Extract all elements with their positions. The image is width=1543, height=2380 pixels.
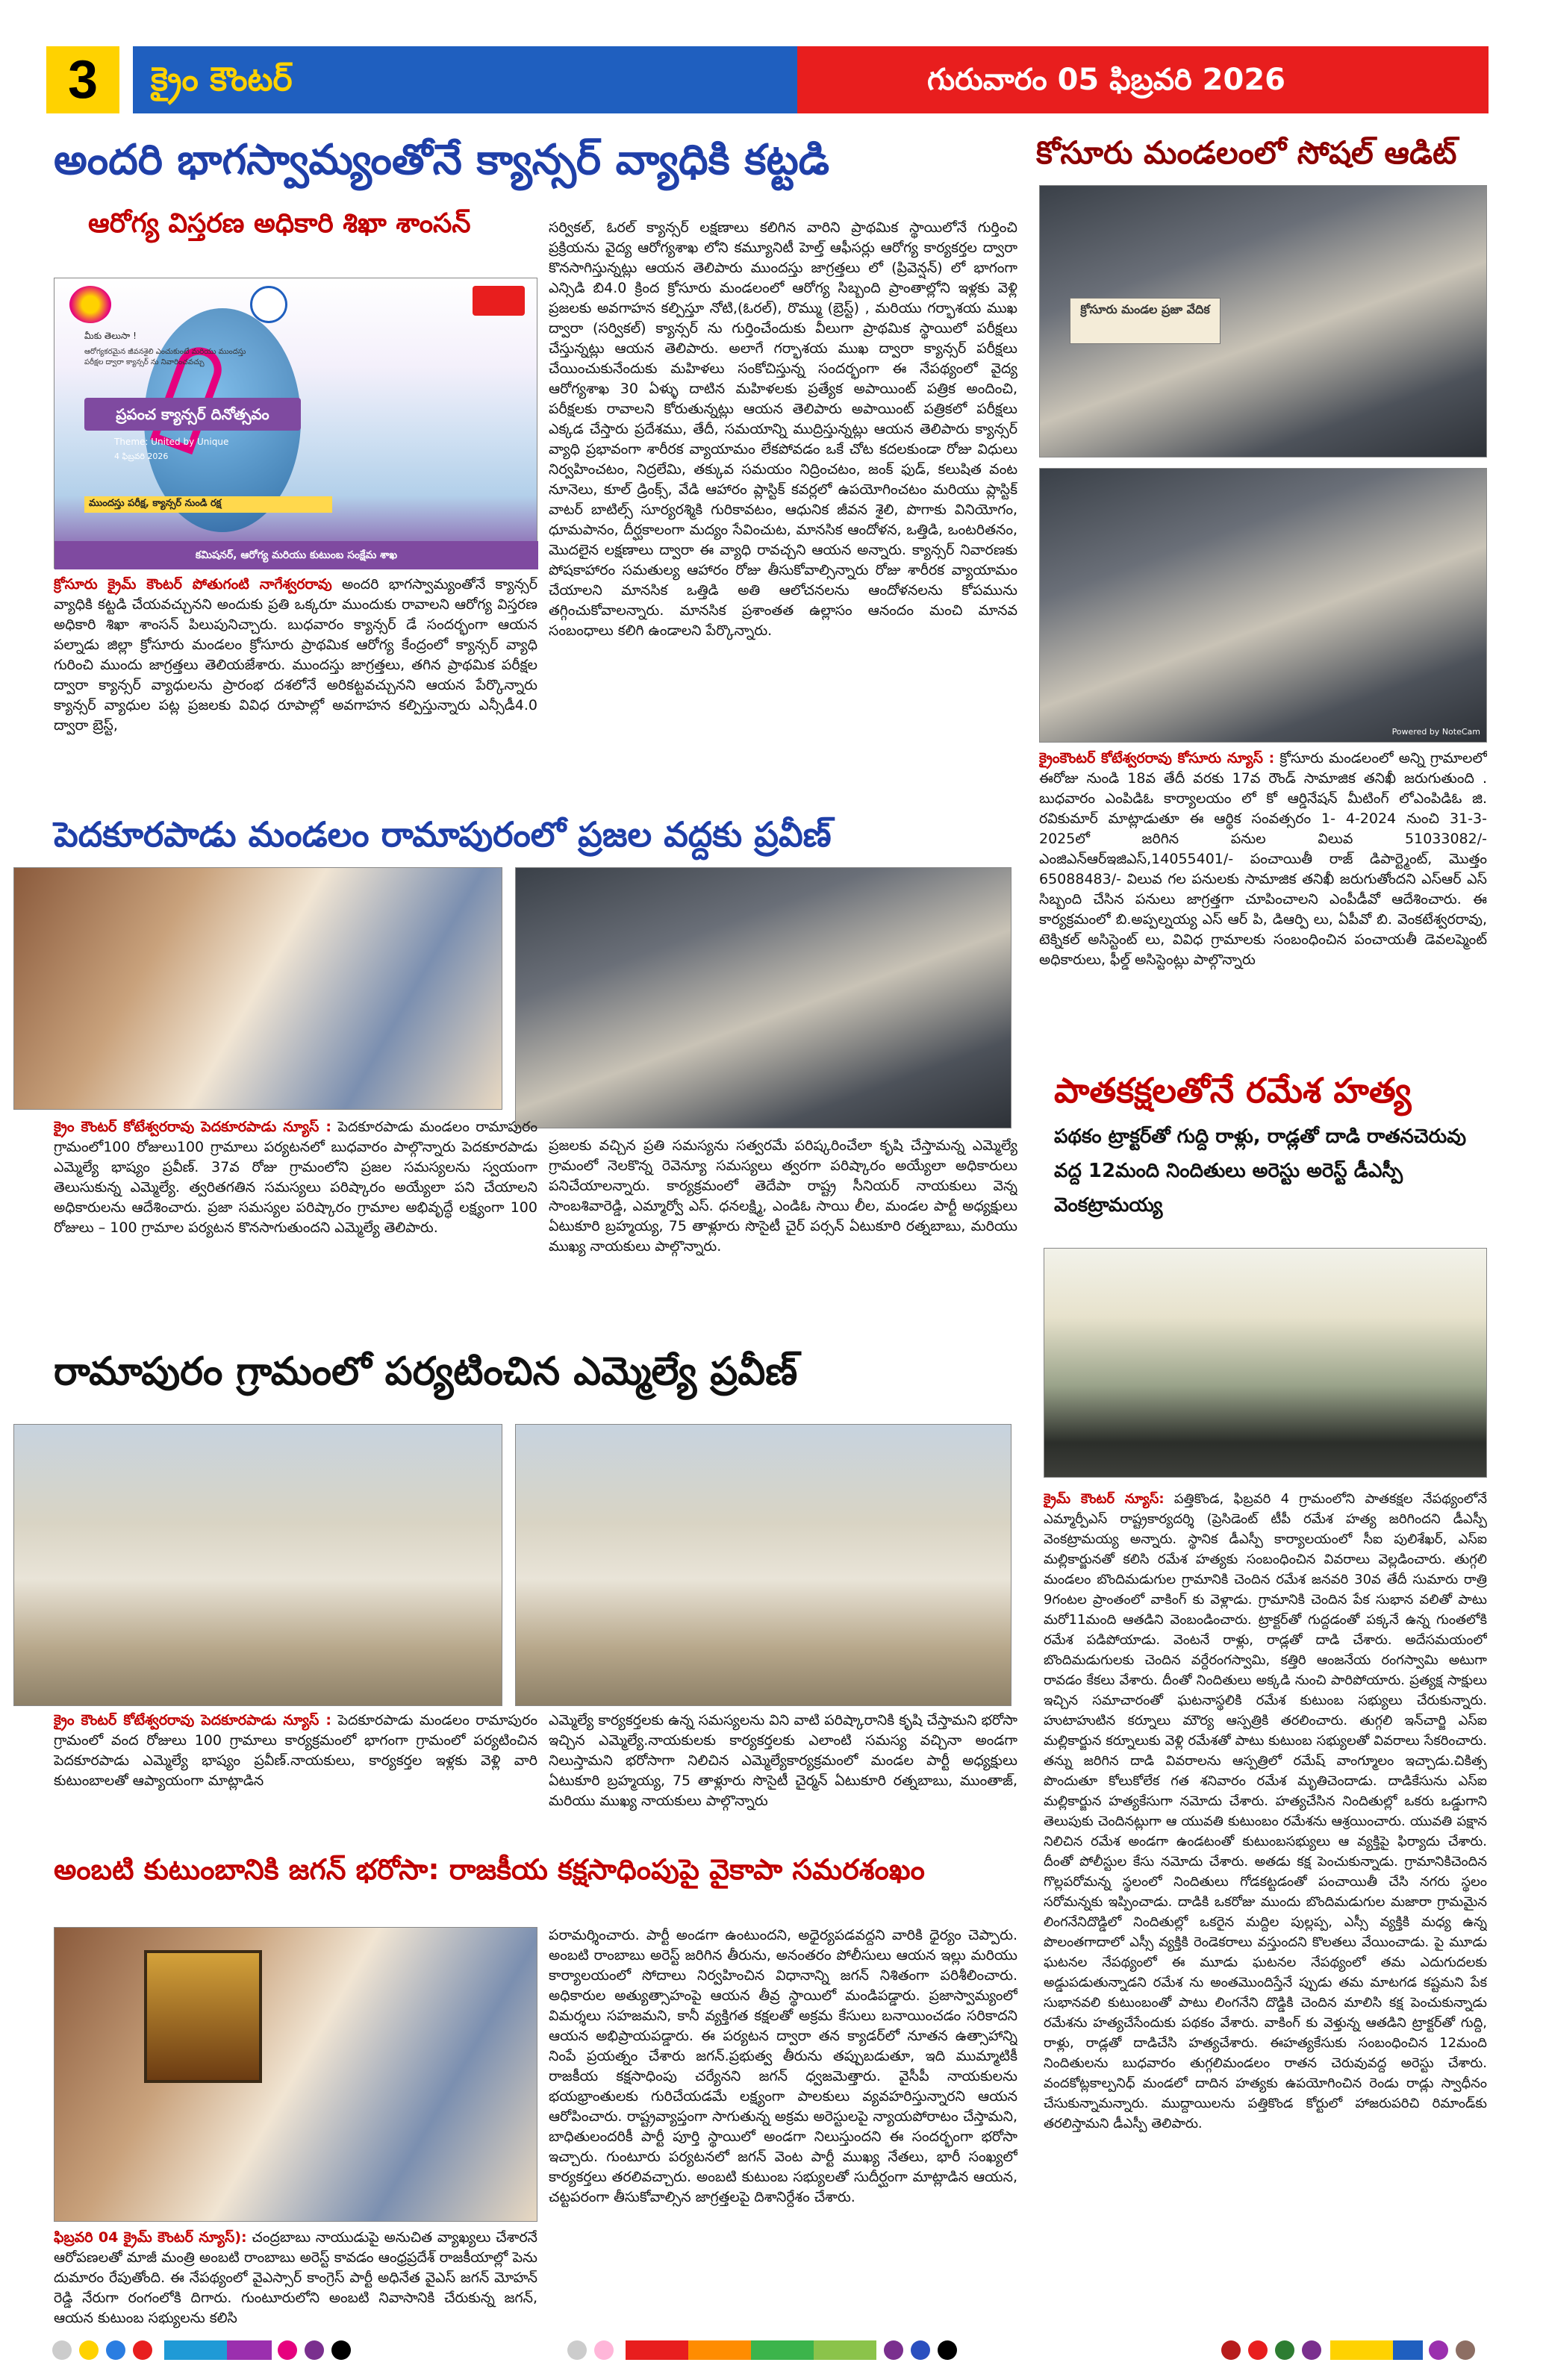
story4-body <box>1044 1489 1487 2259</box>
poster-date: 4 ఫిబ్రవరి 2026 <box>114 452 169 461</box>
story2-headline: కోసూరు మండలంలో సోషల్ ఆడిట్ <box>1036 134 1457 171</box>
footer-dot <box>594 2340 614 2360</box>
footer-bar <box>1330 2340 1393 2360</box>
footer-dot <box>1221 2340 1241 2360</box>
footer-dot <box>1275 2340 1294 2360</box>
footer-bar <box>814 2340 876 2360</box>
story5-byline: క్రైం కౌంటర్ కోటేశ్వరరావు పెదకూరపాడు న్యూస్ : <box>54 1712 331 1728</box>
story5-body-left <box>54 1711 537 1823</box>
footer-dot <box>331 2340 351 2360</box>
footer-bar <box>164 2340 227 2360</box>
story5-headline: రామాపురం గ్రామంలో పర్యటించిన ఎమ్మెల్యే ప్రవీణ్ <box>54 1349 798 1394</box>
story1-text-right: సర్వికల్, ఓరల్ క్యాన్సర్ లక్షణాలు కలిగిన వారిని ప్రాథమిక స్థాయిలోనే గుర్తించి ప్రక్రియను వైద్య ఆరోగ్యశాఖ లోని కమ్యూనిటీ హెల్త్ ఆఫీసర్లు ఆరోగ్య కార్యకర్తల ద్వారా కొనసాగిస్తున్నట్లు ఆయన తెలిపారు ముందస్తు జాగ్రత్తలు లో (ప్రివెన్షన్) లో భాగంగా ఎన్సిడి బి4.0 క్రింద క్రోసూరు మండలంలో ఆరోగ్య సిబ్బంది ప్రాంతాల్లోని ఇళ్లకు వెళ్లి ప్రజలకు అవగాహన కల్పిస్తూ నోటి,(ఓరల్), రొమ్ము (బ్రెస్ట్) , మరియు గర్భాశయ ముఖ ద్వారా (సర్వికల్) క్యాన్సర్ ను గుర్తించేందుకు వీలుగా ప్రాథమిక స్థాయిలో పరీక్షలు చేస్తున్నట్లు ఆయన తెలిపారు. అలాగే గర్భాశయ ముఖ ద్వారా క్యాన్సర్ పరీక్షలు చేయించుకునేందుకు మహిళలు సంకోచిస్తున్న సందర్భంగా ఈ నేపథ్యంలో వైద్య ఆరోగ్యశాఖ 30 ఏళ్ళు దాటిన మహిళలకు ప్రత్యేక అపాయింట్ పత్రిక అందించి, పరీక్షలకు రావాలని కోరుతున్నట్లు ఆయన తెలిపారు అపాయింట్ పత్రికలో పరీక్షలు ఎక్కడ చేస్తారు ప్రదేశము, తేదీ, సమయాన్ని ముద్రిస్తున్నట్లు ఆయన తెలిపారు క్యాన్సర్ వ్యాధి ప్రభావంగా శారీరక వ్యాయామం లేకపోవడం ఒకే చోట కదలకుండా రోజు విధులు నిర్వహించటం, నిద్రలేమి, తక్కువ సమయం నిద్రించటం, జంక్ ఫుడ్, కలుషిత వంట నూనెలు, కూల్ డ్రింక్స్, వేడి ఆహారం ప్లాస్టిక్ కవర్లలో ఉపయోగించటం మరియు ప్లాస్టిక్ వాటర్ బాటిల్స్ సూర్యరశ్మికి గురికావటం, ఆధునిక జీవన శైలి, పొగాకు వినియోగం, ధూమపానం, దీర్ఘకాలంగా మద్యం సేవించుట, మానసిక ఆందోళన, ఒత్తిడి, ఒంటరితనం, మొదలైన లక్షణాలు ద్వారా ఈ వ్యాధి రావచ్చని ఆయన అన్నారు. క్యాన్సర్ నివారణకు పోషకాహారం సమతుల్య ఆహారం రోజు తీసుకోవాల్సిన్నారు రోజు శారీరక వ్యాయామం చేయాలని మానసిక ఒత్తిడి అతి ఆలోచనలను ఆందోళనలను కోపమును తగ్గించుకోవాలన్నారు. మానసిక ప్రశాంతత ఉల్లాసం ఆనందం మంచి మానవ సంబంధాలు కలిగి ఉండాలని పేర్కొన్నారు. <box>549 219 1017 639</box>
story6-byline: ఫిబ్రవరి 04 క్రైమ్ కౌంటర్ న్యూస్): <box>54 2229 247 2246</box>
story3-text-left: పెదకూరపాడు మండలం రామాపురం గ్రామంలో100 రోజులు100 గ్రామాలు పర్యటనలో బుధవారం పాల్గొన్నారు పెదకూరపాడు ఎమ్మెల్యే భాష్యం ప్రవీణ్. 37వ రోజు గ్రామంలోని ప్రజల సమస్యలను స్వయంగా తెలుసుకున్న ఎమ్మెల్యే. త్వరితగతిన సమస్యలు పరిష్కారం అయ్యేలా పని చేయాలని అధికారులను ఆదేశించారు. ప్రజా సమస్యల పరిష్కారం గ్రామాల అభివృద్ధే లక్ష్యంగా 100 రోజులు – 100 గ్రామాల పర్యటన కొనసాగుతుందని ఎమ్మెల్యే తెలిపారు. <box>54 1119 537 1236</box>
story6-photo <box>54 1927 537 2222</box>
story5-photo-left <box>13 1424 502 1706</box>
story2-byline: క్రైంకౌంటర్ కోటేశ్వరరావు కోసూరు న్యూస్ : <box>1039 750 1275 766</box>
ap-emblem-icon <box>250 286 287 323</box>
story5-text-left: పెదకూరపాడు మండలం రామాపురం గ్రామంలో వంద రోజులు 100 గ్రామాలు కార్యక్రమంలో భాగంగా గ్రామంలో పర్యటించిన పెదకూరపాడు ఎమ్మెల్యే భాష్యం ప్రవీణ్.నాయకులు, కార్యకర్తల ఇళ్లకు వెళ్లి వారి కుటుంబాలతో ఆప్యాయంగా మాట్లాడిన <box>54 1712 537 1789</box>
poster-line1: మీకు తెలుసా ! <box>84 331 137 341</box>
story4-subheadline: పథకం ట్రాక్టర్‌తో గుద్ది రాళ్లు, రాడ్లతో దాడి రాతనచెరువు వద్ద 12మంది నిందితులు అరెస్టు అరెస్ట్ డీఎస్పీ వెంకట్రామయ్య <box>1054 1125 1467 1216</box>
deity-frame-icon <box>144 1950 262 2083</box>
story3-photo-right <box>515 867 1011 1128</box>
footer-dot <box>52 2340 72 2360</box>
story4-arrest-photo <box>1044 1248 1487 1478</box>
story3-body-left <box>54 1117 537 1296</box>
footer-dot <box>133 2340 152 2360</box>
page-number: 3 <box>67 50 99 110</box>
health-logo-icon <box>69 286 111 323</box>
poster-line3: ముందస్తు పరీక్ష, క్యాన్సర్ నుండి రక్ష <box>84 496 332 513</box>
story4-text: పత్తికొండ, ఫిబ్రవరి 4 గ్రామంలోని పాతకక్షల నేపథ్యంలోనే ఎమ్మార్పీఎస్ రాష్ట్రకార్యదర్శి (ప్రెసిడెంట్ టీపీ రమేశ హత్య జరిగిందని డీఎస్పీ వెంకట్రామయ్య అన్నారు. స్థానిక డీఎస్పీ కార్యాలయంలో సీఐ పులిశేఖర్, ఎస్ఐ మల్లికార్జునతో కలిసి రమేశ హత్యకు సంబంధించిన వివరాలు వెల్లడించారు. తుగ్గలి మండలం బొందిమడుగుల గ్రామానికి చెందిన రమేశ జనవరి 30వ తేదీ సుమారు రాత్రి 9గంటల ప్రాంతంలో వాకింగ్ కు వెళ్లాడు. గ్రామానికి చెందిన పేక సుభాన వలితో పాటు మరో11మంది ఆతడిని వెంబండించారు. ట్రాక్టర్‌తో గుద్దడంతో పక్కనే ఉన్న గుంతలోకి రమేశ పడిపోయాడు. వెంటనే రాళ్లు, రాడ్లతో దాడి చేశారు. అదేసమయంలో బొందిమడుగులకు చెందిన వర్దేరంగస్వామి, కత్తిరి ఆంజనేయ రంగస్వామి అటుగా రావడం కేకలు వేశారు. దీంతో నిందితులు అక్కడి నుంచి పారిపోయారు. ప్రత్యక్ష సాక్షులు ఇచ్చిన సమాచారంతో ఘటనాస్థలికి రమేశ కుటుంబ సభ్యులు చేరుకున్నారు. హుటాహుటిన కర్నూలు మౌర్య ఆస్పత్రికి తరలించారు. తుగ్గలి ఇన్‌చార్జి ఎస్ఐ మల్లికార్జున కర్నూలుకు వెళ్లి రమేశతో పాటు కుటుంబ సభ్యులతో వివరాలు సేకరించారు. తన్ను జరిగిన దాడి వివరాలను ఆస్పత్రిలో రమేష్ వాంగ్మూలం ఇచ్చాడు.చికిత్స పొందుతూ కోలుకోలేక గత శనివారం రమేశ మృతిచెందాడు. దాడికేసును ఎస్ఐ మల్లికార్జున హత్యకేసుగా నమోదు చేశారు. హత్యచేసిన నిందితుల్లో ఒకరు ఒడ్డుగాని తెలుపుకు చెందినట్లుగా ఆ యువతి కుటుంబం రమేశను ఆశ్రయించారు. యువతి పక్షాన నిలిచిన రమేశ అండగా ఉండటంతో కుటుంబసభ్యులు ఆ వ్యక్తిపై ఫిర్యాదు చేశారు. దీంతో పోలీస్టుల కేసు నమోదు చేశారు. అతడు కక్ష పెంచుకున్నాడు. గ్రామానికిచెందిన గొల్లపరోమన్న స్థలంలో నిందితులు గోడకట్టడంతో పంచాయితీ చేసి నగరు స్థలం సరోమన్నకు ఇప్పించాడు. దాడికి ఒకరోజు ముందు బొందిమడుగుల మజారా గ్రామమైన లింగనేనిదొడ్డిలో నిందితుల్లో ఒకరైన మద్దిల పుల్లప్ప, ఎస్సీ వ్యక్తికి మధ్య ఉన్న పొలంతగాదాలో ఎస్సీ వ్యక్తికి రెండెకరాలు వస్తుందని కొలతలు వేయించాడు. పై మూడు ఘటనల నేపథ్యంలో ఈ మూడు ఘటనల నేపథ్యంలో తమ ఎదుగుదలకు అడ్డుపడుతున్నాడని రమేశ ను అంతమొందిస్తేనే ప్పుడు తమ మాటగడ కష్టమని పేక సుభానవలి కుటుంబంతో పాటు లింగనేని దొడ్డికి చెందిన మాలిసి కక్ష పెంచుకున్నాడు రమేశను హత్యచేసేందుకు పథకం వేశారు. వాకింగ్ కు వెళ్తున్న ఆతడిని ట్రాక్టర్‌తో గుద్ది, రాళ్లు, రాడ్లతో దాడిచేసి హత్యచేశారు. ఈహత్యకేసుకు సంబంధించిన 12మంది నిందితులను బుధవారం తుగ్గలిమండలం రాతన చెరువువద్ద అరెస్టు చేశారు. వందకోట్లకాల్పనిధ్ మండలో దాదిన హత్యకు ఉపయోగించిన రెండు రాడ్లు స్వాధీనం చేసుకున్నామన్నారు. ముద్దాయిలను పత్తికొండ కోర్టులో హాజరుపరిచి రిమాండ్‌కు తరలిస్తామని డీఎస్పీ తెలిపారు. <box>1044 1491 1487 2131</box>
story3-photo-left <box>13 867 502 1110</box>
story2-body <box>1039 749 1487 1058</box>
footer-dot <box>1302 2340 1321 2360</box>
poster-line2: ఆరోగ్యకరమైన జీవనశైలి ఎంచుకుంటే మరియు ముందస్తు పరీక్షల ద్వారా క్యాన్సర్ ను నివారించవచ్చు <box>84 348 246 366</box>
cancer-day-poster <box>54 278 537 569</box>
poster-banner: ప్రపంచ క్యాన్సర్ దినోత్సవం <box>84 398 301 431</box>
issue-date: గురువారం 05 ఫిబ్రవరి 2026 <box>927 63 1286 97</box>
footer-dot <box>106 2340 125 2360</box>
footer-dot <box>278 2340 297 2360</box>
footer-dot <box>938 2340 957 2360</box>
footer-bar <box>626 2340 688 2360</box>
story3-headline: పెదకూరపాడు మండలం రామాపురంలో ప్రజల వద్దకు ప్రవీణ్ <box>54 814 832 855</box>
footer-color-marks <box>0 2336 1543 2366</box>
story1-byline: క్రోసూరు క్రైమ్ కౌంటర్ పోతుగంటి నాగేశ్వరరావు <box>54 576 332 593</box>
story3-text-right: ప్రజలకు వచ్చిన ప్రతి సమస్యను సత్వరమే పరిష్కరించేలా కృషి చేస్తామన్న ఎమ్మెల్యే గ్రామంలో నెలకొన్న రెవెన్యూ సమస్యలు త్వరగా పరిష్కారం అయ్యేలా అధికారులు పనిచేయాలన్నారు. కార్యక్రమంలో తెదేపా రాష్ట్ర సీనియర్ నాయకులు వెన్న సాంబశివారెడ్డి, ఎమ్మార్వో ఎస్. ధనలక్ష్మి, ఎండిఓ సాయి లీల, మండల పార్టీ అధ్యక్షులు ఏటుకూరి బ్రహ్మయ్య, 75 తాళ్లూరు సొసైటీ చైర్ పర్సన్ ఏటుకూరి రత్నబాబు, మరియు ముఖ్య నాయకులు పాల్గొన్నారు. <box>549 1137 1017 1255</box>
story6-headline: అంబటి కుటుంబానికి జగన్ భరోసా: రాజకీయ కక్షసాధింపుపై వైకాపా సమరశంఖం <box>54 1853 925 1886</box>
story4-headline: పాతకక్షలతోనే రమేశ హత్య <box>1054 1070 1412 1111</box>
footer-bar <box>1393 2340 1423 2360</box>
footer-dot <box>79 2340 99 2360</box>
footer-bar <box>227 2340 272 2360</box>
story5-text-right: ఎమ్మెల్యే కార్యకర్తలకు ఉన్న సమస్యలను విని వాటి పరిష్కారానికి కృషి చేస్తామని భరోసా ఇచ్చిన ఎమ్మెల్యే.నాయకులకు కార్యకర్తలకు ఎలాంటి సమస్య వచ్చినా అండగా నిలుస్తామని భరోసాగా నిలిచిన ఎమ్మెల్యేకార్యక్రమంలో మండల పార్టీ అధ్యక్షులు ఏటుకూరి బ్రహ్మయ్య, 75 తాళ్లూరు సొసైటీ చైర్మన్ ఏటుకూరి రత్నబాబు, ముంతాజ్, మరియు ముఖ్య నాయకులు పాల్గొన్నారు <box>549 1712 1017 1809</box>
photo1-banner: క్రోసూరు మండల ప్రజా వేదిక <box>1070 298 1221 344</box>
section-title: క్రైం కౌంటర్ <box>151 60 293 99</box>
story3-byline: క్రైం కౌంటర్ కోటేశ్వరరావు పెదకూరపాడు న్యూస్ : <box>54 1119 331 1135</box>
footer-dot <box>1429 2340 1448 2360</box>
story1-subheadline: ఆరోగ్య విస్తరణ అధికారి శిఖా శాంసన్ <box>88 208 471 239</box>
nhm-logo-icon <box>473 286 525 316</box>
page-header <box>46 46 1489 113</box>
footer-dot <box>305 2340 324 2360</box>
footer-dot <box>884 2340 903 2360</box>
footer-dot <box>567 2340 587 2360</box>
story1-body-left <box>54 575 537 799</box>
story1-headline: అందరి భాగస్వామ్యంతోనే క్యాన్సర్ వ్యాధికి కట్టడి <box>54 136 830 184</box>
story4-byline: క్రైమ్ కౌంటర్ న్యూస్: <box>1044 1491 1165 1507</box>
story1-text-left: అందరి భాగస్వామ్యంతోనే క్యాన్సర్ వ్యాధికి కట్టడి చేయవచ్చునని అందుకు ప్రతి ఒక్కరూ ముందుకు రావాలని ఆరోగ్య విస్తరణ అధికారి శిఖా శాంసన్ పిలుపునిచ్చారు. బుధవారం క్యాన్సర్ డే సందర్భంగా ఆయన పల్నాడు జిల్లా క్రోసూరు మండలం క్రోసూరు ప్రాథమిక ఆరోగ్య కేంద్రంలో క్యాన్సర్ వ్యాధి గురించి ముందు జాగ్రత్తలు తెలియజేశారు. ముందస్తు జాగ్రత్తలు, తగిన ప్రాథమిక పరీక్షల ద్వారా క్యాన్సర్ వ్యాధులను ప్రారంభ దశలోనే అరికట్టవచ్చునని ఆయన పేర్కొన్నారు క్యాన్సర్ వ్యాధుల పట్ల ప్రజలకు వివిధ రూపాల్లో అవగాహన కల్పిస్తున్నారు ఎన్సీడీ4.0 ద్వారా బ్రెస్ట్, <box>54 576 537 734</box>
footer-dot <box>1456 2340 1475 2360</box>
photo2-watermark: Powered by NoteCam <box>1391 727 1480 737</box>
footer-bar <box>688 2340 751 2360</box>
footer-dot <box>911 2340 930 2360</box>
poster-theme: Theme: United by Unique <box>114 437 229 447</box>
story6-text-left: చంద్రబాబు నాయుడుపై అనుచిత వ్యాఖ్యలు చేశారనే ఆరోపణలతో మాజీ మంత్రి అంబటి రాంబాబు అరెస్ట్ కావడం ఆంధ్రప్రదేశ్ రాజకీయాల్లో పెను దుమారం రేపుతోంది. ఈ నేపథ్యంలో వైఎస్సార్ కాంగ్రెస్ పార్టీ అధినేత వైఎస్ జగన్ మోహన్ రెడ్డి నేరుగా రంగంలోకి దిగారు. గుంటూరులోని అంబటి నివాసానికి చేరుకున్న జగన్, ఆయన కుటుంబ సభ్యులను కలిసి <box>54 2229 537 2326</box>
social-audit-photo-2 <box>1039 468 1487 743</box>
footer-dot <box>1248 2340 1268 2360</box>
story5-photo-right <box>515 1424 1011 1706</box>
story6-text-right: పరామర్శించారు. పార్టీ అండగా ఉంటుందని, అధైర్యపడవద్దని వారికి ధైర్యం చెప్పారు. అంబటి రాంబాబు అరెస్ట్ జరిగిన తీరును, అనంతరం పోలీసులు ఆయన ఇల్లు మరియు కార్యాలయంలో సోదాలు నిర్వహించిన విధానాన్ని జగన్ నిశితంగా పరిశీలించారు. అధికారుల అత్యుత్సాహంపై ఆయన తీవ్ర స్థాయిలో మండిపడ్డారు. ప్రజాస్వామ్యంలో విమర్శలు సహజమని, కానీ వ్యక్తిగత కక్షలతో అక్రమ కేసులు బనాయించడం సరికాదని ఆయన అభిప్రాయపడ్డారు. ఈ పర్యటన ద్వారా తన క్యాడర్‌లో నూతన ఉత్సాహాన్ని నింపే ప్రయత్నం చేశారు జగన్.ప్రభుత్వ తీరును తప్పుబడుతూ, ఇది ముమ్మాటికీ రాజకీయ కక్షసాధింపు చర్యేనని జగన్ ధ్వజమెత్తారు. వైసీపీ నాయకులను భయభ్రాంతులకు గురిచేయడమే లక్ష్యంగా పాలకులు వ్యవహరిస్తున్నారని ఆయన ఆరోపించారు. రాష్ట్రవ్యాప్తంగా సాగుతున్న అక్రమ అరెస్టులపై న్యాయపోరాటం చేస్తామని, బాధితులందరికీ పార్టీ పూర్తి స్థాయిలో అండగా నిలుస్తుందని ఈ సందర్భంగా భరోసా ఇచ్చారు. గుంటూరు పర్యటనలో జగన్ వెంట పార్టీ ముఖ్య నేతలు, భారీ సంఖ్యలో కార్యకర్తలు తరలివచ్చారు. అంబటి కుటుంబ సభ్యులతో సుదీర్ఘంగా మాట్లాడిన ఆయన, చట్టపరంగా తీసుకోవాల్సిన జాగ్రత్తలపై దిశానిర్దేశం చేశారు. <box>549 1927 1017 2205</box>
story6-body-left <box>54 2228 537 2332</box>
social-audit-photo-1 <box>1039 185 1487 457</box>
story2-text: క్రోసూరు మండలంలో అన్ని గ్రామాలలో ఈరోజు నుండి 18వ తేదీ వరకు 17వ రౌండ్ సామాజిక తనిఖీ జరుగుతుంది . బుధవారం ఎంపిడిఓ కార్యాలయం లో కో ఆర్డినేషన్ మీటింగ్ లోఎంపిడిఓ జి. రవికుమార్ మాట్లాడుతూ ఈ ఆర్థిక సంవత్సరం 1- 4-2024 నుంచి 31-3-2025లో జరిగిన పనుల విలువ 51033082/- ఎంజిఎన్ఆర్ఇజిఎస్,14055401/- పంచాయితీ రాజ్ డిపార్ట్మెంట్, మొత్తం 65088483/- విలువ గల పనులకు సామాజిక తనిఖీ జరుగుతోందని ఎస్ఆర్ ఎస్ సిబ్బంది చేసిన పనులు జాగ్రత్తగా చూపించాలని ఎంపీడీవో ఆదేశించారు. ఈ కార్యక్రమంలో బి.అప్పల్నయ్య ఎస్ ఆర్ పి, డిఆర్పి లు, ఏపీవో బి. వెంకటేశ్వరరావు, టెక్నికల్ అసిస్టెంట్ లు, వివిధ గ్రామాలకు సంబంధించిన పంచాయతీ డెవలప్మెంట్ అధికారులు, ఫీల్డ్ అసిస్టెంట్లు పాల్గొన్నారు <box>1039 750 1487 968</box>
poster-footer: కమిషనర్, ఆరోగ్య మరియు కుటుంబ సంక్షేమ శాఖ <box>54 541 538 569</box>
footer-bar <box>751 2340 814 2360</box>
